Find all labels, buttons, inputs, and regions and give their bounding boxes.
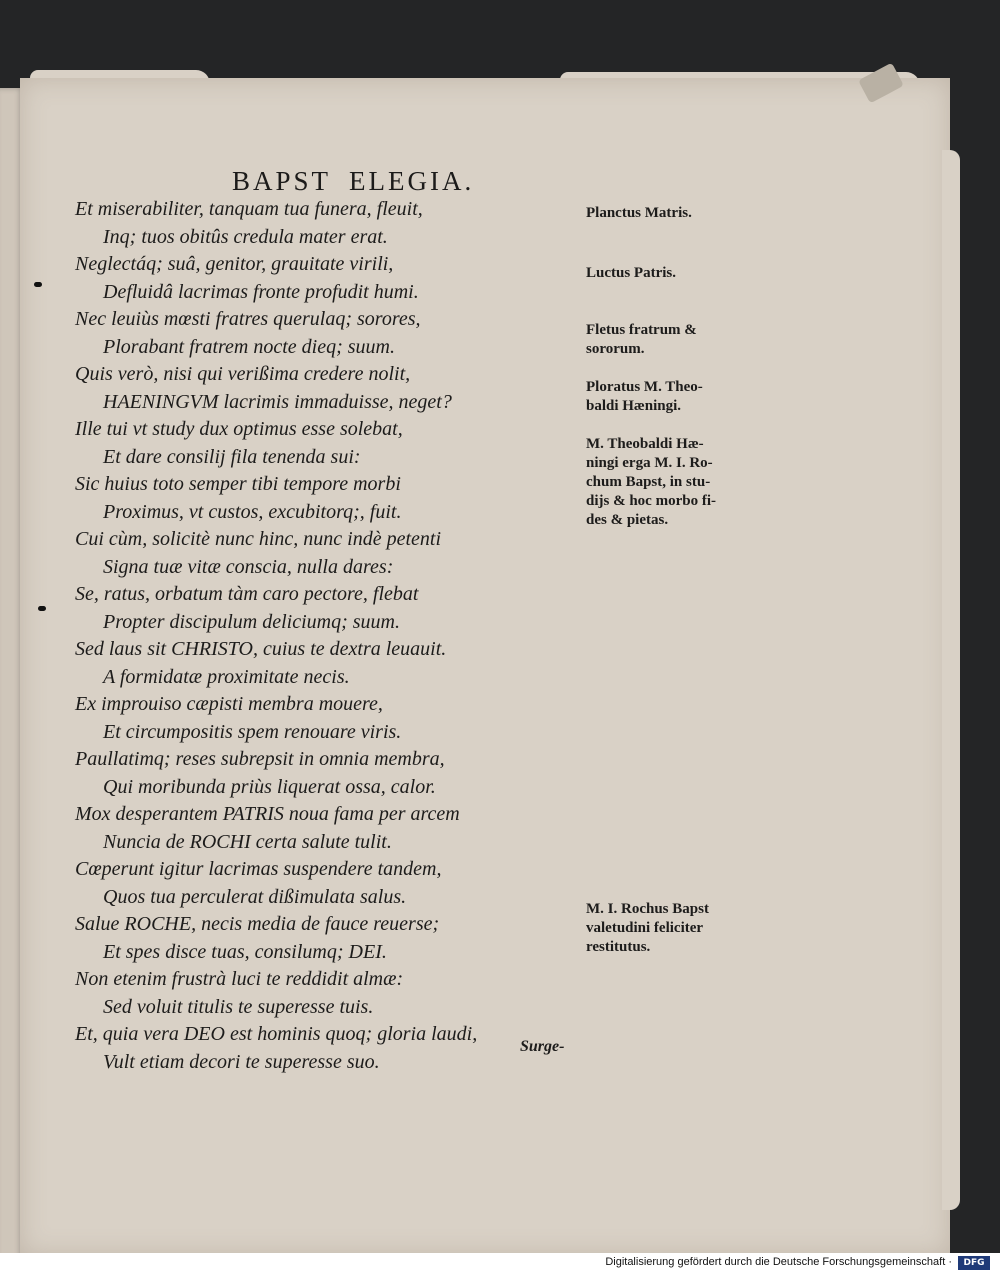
verse-line: Neglectáq; suâ, genitor, grauitate virili,	[75, 253, 394, 275]
verse-line: Signa tuæ vitæ conscia, nulla dares:	[103, 555, 394, 578]
verse-line: Et, quia vera DEO est hominis quoq; gloria laudi,	[75, 1023, 478, 1045]
verse-line: A formidatæ proximitate necis.	[103, 665, 350, 688]
verse-line: Se, ratus, orbatum tàm caro pectore, flebat	[75, 583, 419, 605]
verse-line: Et circumpositis spem renouare viris.	[103, 720, 402, 743]
verse-line: Cui cùm, solicitè nunc hinc, nunc indè petenti	[75, 528, 442, 550]
marginal-note-line: M. Theobaldi Hæ-	[586, 436, 704, 452]
marginal-note-line: restitutus.	[586, 939, 651, 955]
verse-line: Ex improuiso cæpisti membra mouere,	[75, 693, 383, 715]
marginal-note-ploratus	[586, 378, 746, 416]
dfg-logo: DFG	[958, 1256, 990, 1270]
verse-line: Sed voluit titulis te superesse tuis.	[103, 995, 374, 1018]
marginal-note-line: ningi erga M. I. Ro-	[586, 455, 713, 471]
verse-line: Sic huius toto semper tibi tempore morbi	[75, 473, 401, 495]
margin-mark	[38, 606, 46, 611]
marginal-note-planctus	[586, 204, 746, 223]
marginal-note-line: des & pietas.	[586, 512, 669, 528]
verse-line: Et dare consilij fila tenenda sui:	[103, 445, 361, 468]
marginal-note-line: baldi Hæningi.	[586, 398, 682, 414]
marginal-note-luctus	[586, 264, 746, 283]
header-author: BAPST	[232, 166, 332, 196]
marginal-note-line: dijs & hoc morbo fi-	[586, 493, 716, 509]
catchword: Surge-	[520, 1038, 565, 1055]
verse-line: Plorabant fratrem nocte dieq; suum.	[103, 335, 396, 358]
verse-line: Nec leuiùs mœsti fratres querulaq; sorores,	[75, 308, 421, 330]
verse-line: Qui moribunda priùs liquerat ossa, calor.	[103, 775, 436, 798]
verse-line: Paullatimq; reses subrepsit in omnia membra,	[75, 748, 445, 770]
verse-line: Ille tui vt study dux optimus esse solebat,	[75, 418, 403, 440]
marginal-note-fides	[586, 435, 746, 530]
marginal-note-line: Luctus Patris.	[586, 265, 676, 281]
verse-line: Defluidâ lacrimas fronte profudit humi.	[103, 280, 419, 303]
page-right-edge	[942, 150, 960, 1210]
footer-bar	[0, 1253, 1000, 1273]
margin-mark	[34, 282, 42, 287]
marginal-note-line: Ploratus M. Theo-	[586, 379, 703, 395]
verse-line: Et miserabiliter, tanquam tua funera, fleuit,	[75, 198, 423, 220]
verse-line: Quis verò, nisi qui verißima credere nolit,	[75, 363, 411, 385]
verse-line: Mox desperantem PATRIS noua fama per arcem	[75, 803, 460, 825]
marginal-note-fletus	[586, 321, 746, 359]
header-title: ELEGIA.	[349, 166, 475, 196]
marginal-note-line: valetudini feliciter	[586, 920, 704, 936]
verse-line: Inq; tuos obitûs credula mater erat.	[103, 225, 388, 248]
verse-line: Propter discipulum deliciumq; suum.	[103, 610, 401, 633]
verse-line: Salue ROCHE, necis media de fauce reuerse;	[75, 913, 440, 935]
marginal-note-restitutus	[586, 900, 746, 957]
verse-line: Nuncia de ROCHI certa salute tulit.	[103, 830, 392, 853]
marginal-note-line: Fletus fratrum &	[586, 322, 697, 338]
verse-line: Quos tua perculerat dißimulata salus.	[103, 885, 407, 908]
elegy-verse	[75, 196, 575, 1076]
marginal-note-line: chum Bapst, in stu-	[586, 474, 711, 490]
marginal-note-line: sororum.	[586, 341, 645, 357]
verse-line: Sed laus sit CHRISTO, cuius te dextra leuauit.	[75, 638, 447, 660]
verse-line: Cœperunt igitur lacrimas suspendere tandem,	[75, 858, 442, 880]
running-header	[232, 166, 474, 197]
verse-line: Et spes disce tuas, consilumq; DEI.	[103, 940, 387, 963]
verse-line: HAENINGVM lacrimis immaduisse, neget?	[103, 390, 452, 413]
marginal-note-line: Planctus Matris.	[586, 205, 692, 221]
verse-line: Non etenim frustrà luci te reddidit almæ:	[75, 968, 404, 990]
verse-line: Vult etiam decori te superesse suo.	[103, 1050, 380, 1073]
marginal-note-line: M. I. Rochus Bapst	[586, 901, 709, 917]
verse-line: Proximus, vt custos, excubitorq;, fuit.	[103, 500, 402, 523]
funding-credit: Digitalisierung gefördert durch die Deutsche Forschungsgemeinschaft ·	[605, 1256, 952, 1268]
